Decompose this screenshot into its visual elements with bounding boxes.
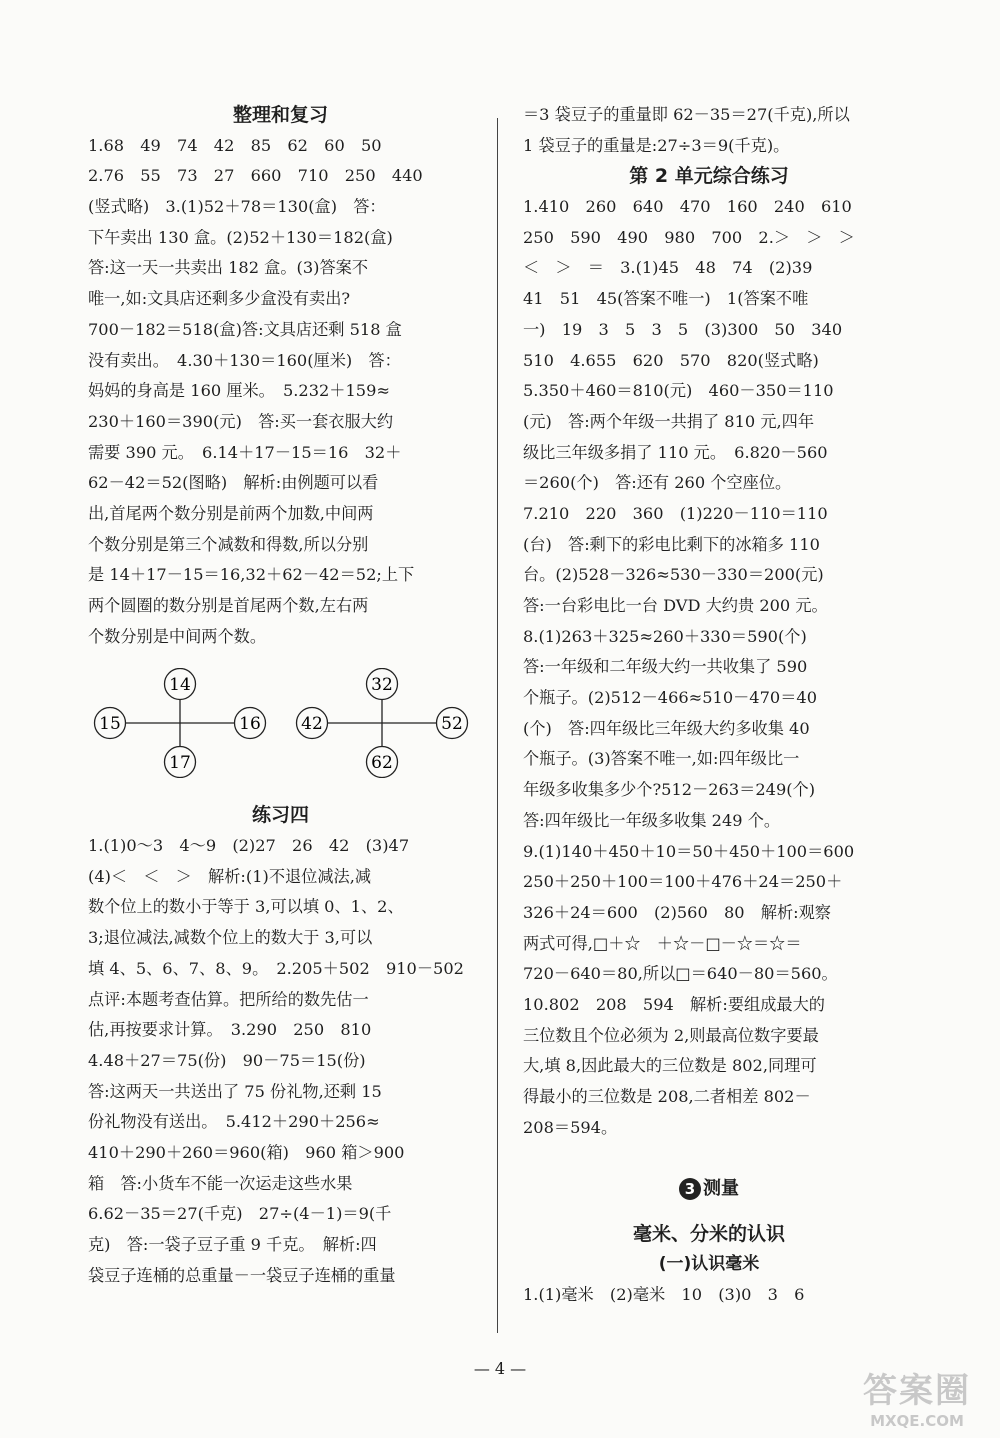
answer-line: 2.76 55 73 27 660 710 250 440: [88, 166, 423, 186]
answer-line: 答:一年级和二年级大约一共收集了 590: [523, 657, 808, 677]
unit-title: 测量: [703, 1178, 739, 1200]
answer-line: 1.68 49 74 42 85 62 60 50: [88, 135, 382, 155]
answer-line: (4)＜ ＜ ＞ 解析:(1)不退位减法,减: [88, 866, 372, 886]
answer-line: 6.62－35＝27(千克) 27÷(4－1)＝9(千: [88, 1204, 392, 1224]
answer-line: 级比三年级多捐了 110 元。 6.820－560: [523, 442, 828, 462]
answer-line: 410＋290＋260＝960(箱) 960 箱＞900: [88, 1142, 405, 1162]
answer-line: 720－640＝80,所以□＝640－80＝560。: [523, 964, 838, 984]
answer-line: 个数分别是第三个减数和得数,所以分别: [88, 534, 369, 554]
answer-line: 7.210 220 360 (1)220－110＝110: [523, 503, 828, 523]
answer-line: 需要 390 元。 6.14＋17－15＝16 32＋: [88, 442, 402, 462]
answer-line: 个瓶子。(3)答案不唯一,如:四年级比一: [523, 749, 800, 769]
answer-line: ＜ ＞ ＝ 3.(1)45 48 74 (2)39: [523, 258, 813, 278]
answer-line: 两个圆圈的数分别是首尾两个数,左右两: [88, 596, 369, 616]
answer-line: ＝3 袋豆子的重量即 62－35＝27(千克),所以: [523, 105, 850, 124]
answer-line: (元) 答:两个年级一共捐了 810 元,四年: [523, 411, 815, 431]
answer-line: 208＝594。: [523, 1117, 618, 1137]
circle-left-value: 15: [99, 714, 121, 735]
answer-line: 700－182＝518(盒)答:文具店还剩 518 盒: [88, 319, 402, 339]
section-title-unit-2-review: 第 2 单元综合练习: [629, 165, 789, 188]
circle-bottom-value: 17: [169, 753, 191, 774]
answer-line: 个瓶子。(2)512－466≈510－470＝40: [523, 688, 817, 708]
answer-line: 数个位上的数小于等于 3,可以填 0、1、2、: [88, 897, 404, 917]
answer-line: 510 4.655 620 570 820(竖式略): [523, 350, 819, 370]
answer-line: 答:这一天一共卖出 182 盒。(3)答案不: [88, 258, 369, 278]
answer-line: 点评:本题考查估算。把所给的数先估一: [88, 989, 369, 1009]
watermark-url: MXQE.COM: [870, 1412, 964, 1430]
unit-number-badge: 3: [679, 1178, 701, 1200]
answer-line: 答:这两天一共送出了 75 份礼物,还剩 15: [88, 1081, 382, 1101]
answer-line: 箱 答:小货车不能一次运走这些水果: [88, 1173, 353, 1193]
answer-line: 10.802 208 594 解析:要组成最大的: [523, 994, 825, 1014]
continued-answer: [523, 100, 895, 161]
answer-line: 下午卖出 130 盒。(2)52＋130＝182(盒): [88, 227, 393, 247]
answer-line: 填 4、5、6、7、8、9。 2.205＋502 910－502: [88, 958, 464, 978]
answer-line: 年级多收集多少个?512－263＝249(个): [523, 780, 816, 800]
column-divider: [497, 118, 498, 1333]
circle-top-value: 32: [371, 675, 393, 696]
answer-line: 41 51 45(答案不唯一) 1(答案不唯: [523, 289, 809, 309]
left-cross: [95, 669, 266, 778]
answer-line: 326＋24＝600 (2)560 80 解析:观察: [523, 902, 831, 922]
section-title-exercise-4: 练习四: [251, 804, 309, 827]
answer-line: 唯一,如:文具店还剩多少盒没有卖出?: [88, 289, 351, 309]
watermark-text: 答案圈: [863, 1371, 971, 1411]
answer-line: 估,再按要求计算。 3.290 250 810: [88, 1020, 372, 1040]
circle-right-value: 52: [441, 714, 463, 735]
answer-line: ＝260(个) 答:还有 260 个空座位。: [523, 473, 792, 493]
unit-2-answers: [523, 192, 895, 1143]
page-number: — 4 —: [473, 1359, 527, 1378]
answer-line: (竖式略) 3.(1)52＋78＝130(盒) 答：: [88, 197, 386, 217]
answer-line: 8.(1)263＋325≈260＋330＝590(个): [523, 626, 807, 646]
answer-line: 出,首尾两个数分别是前两个加数,中间两: [88, 503, 374, 523]
right-cross: [297, 669, 468, 778]
answer-line: 5.350＋460＝810(元) 460－350＝110: [523, 381, 834, 401]
watermark-logo: [852, 1363, 982, 1430]
answer-line: 台。(2)528－326≈530－330＝200(元): [523, 565, 824, 585]
circle-top-value: 14: [169, 675, 191, 696]
answer-line: 份礼物没有送出。 5.412＋290＋256≈: [88, 1112, 380, 1132]
answer-line: 大,填 8,因此最大的三位数是 802,同理可: [523, 1056, 817, 1076]
answer-line: 9.(1)140＋450＋10＝50＋450＋100＝600: [523, 841, 855, 861]
lesson-title: 毫米、分米的认识: [632, 1222, 785, 1245]
left-column: [88, 100, 473, 1291]
answer-line: 答:一台彩电比一台 DVD 大约贵 200 元。: [523, 596, 828, 616]
exercise-4-answers: [88, 831, 473, 1291]
circle-right-value: 16: [239, 714, 261, 735]
answer-line: 袋豆子连桶的总重量－一袋豆子连桶的重量: [88, 1265, 396, 1285]
circle-bottom-value: 62: [371, 753, 393, 774]
answer-line: 是 14＋17－15＝16,32＋62－42＝52;上下: [88, 565, 415, 585]
answer-line: 三位数且个位必须为 2,则最高位数字要最: [523, 1025, 819, 1045]
answer-line: 妈妈的身高是 160 厘米。 5.232＋159≈: [88, 381, 390, 401]
answer-line: 1.410 260 640 470 160 240 610: [523, 197, 852, 217]
answer-line: 1.(1)0～3 4～9 (2)27 26 42 (3)47: [88, 836, 410, 856]
answer-line: 250＋250＋100＝100＋476＋24＝250＋: [523, 872, 843, 892]
answer-line: 一) 19 3 5 3 5 (3)300 50 340: [523, 319, 843, 339]
answer-line: 1.(1)毫米 (2)毫米 10 (3)0 3 6: [523, 1285, 805, 1305]
review-answers: [88, 131, 473, 653]
right-column: [523, 100, 895, 1311]
answer-line: 得最小的三位数是 208,二者相差 802－: [523, 1087, 811, 1107]
number-cross-diagram: [88, 668, 473, 778]
answer-line: 两式可得,□＋☆ ＋☆－□－☆＝☆＝: [523, 933, 802, 953]
answer-line: 3;退位减法,减数个位上的数大于 3,可以: [88, 928, 373, 948]
answer-line: (个) 答:四年级比三年级大约多收集 40: [523, 718, 810, 738]
answer-line: 250 590 490 980 700 2.＞ ＞ ＞: [523, 227, 855, 247]
unit-heading: [523, 1174, 895, 1205]
answer-line: 1 袋豆子的重量是:27÷3＝9(千克)。: [523, 135, 790, 155]
circle-left-value: 42: [301, 714, 323, 735]
answer-line: 4.48＋27＝75(份) 90－75＝15(份): [88, 1050, 366, 1070]
answer-line: 克) 答:一袋子豆子重 9 千克。 解析:四: [88, 1235, 377, 1255]
answer-line: 个数分别是中间两个数。: [88, 626, 267, 646]
answer-line: 62－42＝52(图略) 解析:由例题可以看: [88, 473, 379, 493]
answer-line: 没有卖出。 4.30＋130＝160(厘米) 答：: [88, 350, 401, 370]
answer-line: (台) 答:剩下的彩电比剩下的冰箱多 110: [523, 534, 820, 554]
answer-line: 答:四年级比一年级多收集 249 个。: [523, 810, 781, 830]
sub-title: (一)认识毫米: [658, 1254, 760, 1275]
section-title-review: 整理和复习: [232, 104, 328, 126]
answer-line: 230＋160＝390(元) 答:买一套衣服大约: [88, 411, 394, 431]
